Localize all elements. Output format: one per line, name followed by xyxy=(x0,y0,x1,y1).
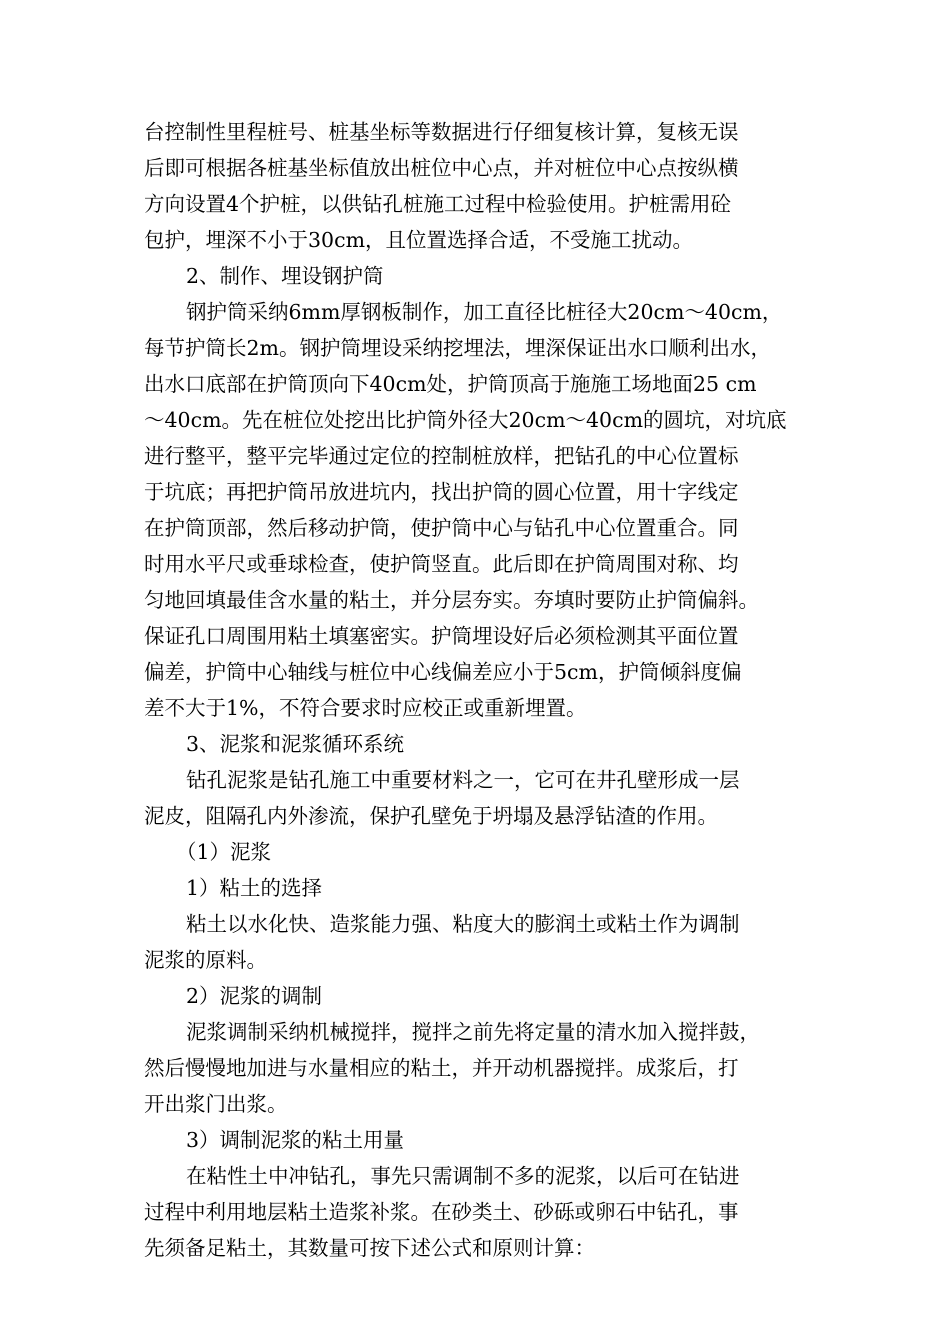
subsection-heading: 2）泥浆的调制 xyxy=(186,984,323,1008)
text-line: 进行整平，整平完毕通过定位的控制桩放样，把钻孔的中心位置标 xyxy=(144,444,739,468)
text-line: 泥皮，阻隔孔内外渗流，保护孔壁免于坍塌及悬浮钻渣的作用。 xyxy=(144,804,718,828)
text-line: 泥浆的原料。 xyxy=(144,948,267,972)
text-line: 每节护筒长2m。钢护筒埋设采纳挖埋法，埋深保证出水口顺利出水， xyxy=(144,336,771,360)
text-line: 包护，埋深不小于30cm，且位置选择合适，不受施工扰动。 xyxy=(144,228,694,252)
subsection-heading: 3）调制泥浆的粘土用量 xyxy=(186,1128,405,1152)
text-line: 保证孔口周围用粘土填塞密实。护筒埋设好后必须检测其平面位置 xyxy=(144,624,739,648)
text-line: 时用水平尺或垂球检查，使护筒竖直。此后即在护筒周围对称、均 xyxy=(144,552,739,576)
text-line: 先须备足粘土，其数量可按下述公式和原则计算： xyxy=(144,1236,595,1260)
text-line: 然后慢慢地加进与水量相应的粘土，并开动机器搅拌。成浆后，打 xyxy=(144,1056,739,1080)
text-line: 过程中利用地层粘土造浆补浆。在砂类土、砂砾或卵石中钻孔，事 xyxy=(144,1200,739,1224)
text-line: 偏差，护筒中心轴线与桩位中心线偏差应小于5cm，护筒倾斜度偏 xyxy=(144,660,742,684)
text-line: 在护筒顶部，然后移动护筒，使护筒中心与钻孔中心位置重合。同 xyxy=(144,516,739,540)
subsection-heading: （1）泥浆 xyxy=(176,840,272,864)
text-line: 泥浆调制采纳机械搅拌，搅拌之前先将定量的清水加入搅拌鼓， xyxy=(186,1020,760,1044)
text-line: 出水口底部在护筒顶向下40cm处，护筒顶高于施施工场地面25 cm xyxy=(144,372,757,396)
text-line: 台控制性里程桩号、桩基坐标等数据进行仔细复核计算，复核无误 xyxy=(144,120,739,144)
text-line: 匀地回填最佳含水量的粘土，并分层夯实。夯填时要防止护筒偏斜。 xyxy=(144,588,759,612)
text-line: 粘土以水化快、造浆能力强、粘度大的膨润土或粘土作为调制 xyxy=(186,912,740,936)
section-heading: 3、泥浆和泥浆循环系统 xyxy=(186,732,405,756)
text-line: 钻孔泥浆是钻孔施工中重要材料之一，它可在井孔壁形成一层 xyxy=(186,768,740,792)
text-line: 钢护筒采纳6mm厚钢板制作，加工直径比桩径大20cm～40cm， xyxy=(186,300,783,324)
text-line: 开出浆门出浆。 xyxy=(144,1092,288,1116)
text-line: 在粘性土中冲钻孔，事先只需调制不多的泥浆，以后可在钻进 xyxy=(186,1164,740,1188)
text-line: 方向设置4个护桩，以供钻孔桩施工过程中检验使用。护桩需用砼 xyxy=(144,192,732,216)
text-line: ～40cm。先在桩位处挖出比护筒外径大20cm～40cm的圆坑，对坑底 xyxy=(144,408,787,432)
section-heading: 2、制作、埋设钢护筒 xyxy=(186,264,384,288)
text-line: 后即可根据各桩基坐标值放出桩位中心点，并对桩位中心点按纵横 xyxy=(144,156,739,180)
subsection-heading: 1）粘土的选择 xyxy=(186,876,323,900)
text-line: 于坑底；再把护筒吊放进坑内，找出护筒的圆心位置，用十字线定 xyxy=(144,480,739,504)
text-line: 差不大于1%，不符合要求时应校正或重新埋置。 xyxy=(144,696,587,720)
